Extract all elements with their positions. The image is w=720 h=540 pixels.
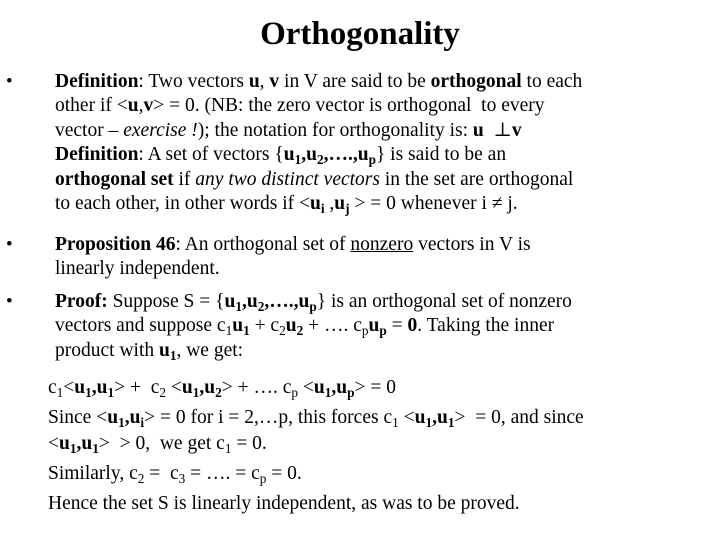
bullet-marker: • [6, 234, 13, 255]
proof-positive-line: $<u_1,u_1> > 0$, we get $c_1 = 0$. [48, 433, 267, 456]
bullet-marker: • [6, 291, 13, 312]
proof-since-line: Since $<u_1,u_i> = 0$ for i = 2,…p, this forces $c_1 <u_1,u_1> = 0$, and since [48, 407, 584, 430]
proof-conclusion: Hence the set S is linearly independent, as was to be proved. [48, 493, 520, 514]
definition-orthogonal: Definition: Two vectors u, v in V are said to be orthogonal to each other if <u,v> = 0. (NB: the zero vector is orthogonal to every vector – exercise !); the notation for orthogonality is: u ⊥v Definition: A set of vectors $\{u_1,u_2,\dots.,u_p\}$ is said to be an orthogonal set if any two distinct vectors in the set are orthogonal to each other, in other words if $<u_i$ $,u_j$ > = 0 whenever i ≠ j. [55, 71, 583, 216]
proof-text: Proof: Suppose $S = \{u_1,u_2,\dots.,u_p\}$ is an orthogonal set of nonzero vectors and suppose $c_1u_1 + c_2u_2$ + …. $c_pu_p = 0$. Taking the inner product with $u_1$, we get: [55, 291, 572, 363]
proof-similarly-line: Similarly, $c_2 = c_3$ = …. = $c_p = 0$. [48, 463, 302, 486]
slide-title: Orthogonality [260, 16, 460, 52]
bullet-marker: • [6, 71, 13, 92]
proposition-46: Proposition 46: An orthogonal set of nonzero vectors in V is linearly independent. [55, 234, 531, 280]
proof-equation: $c_1<u_1,u_1> + c_2 <u_1,u_2>$ + …. $c_p <u_1,u_p> = 0$ [48, 377, 396, 400]
